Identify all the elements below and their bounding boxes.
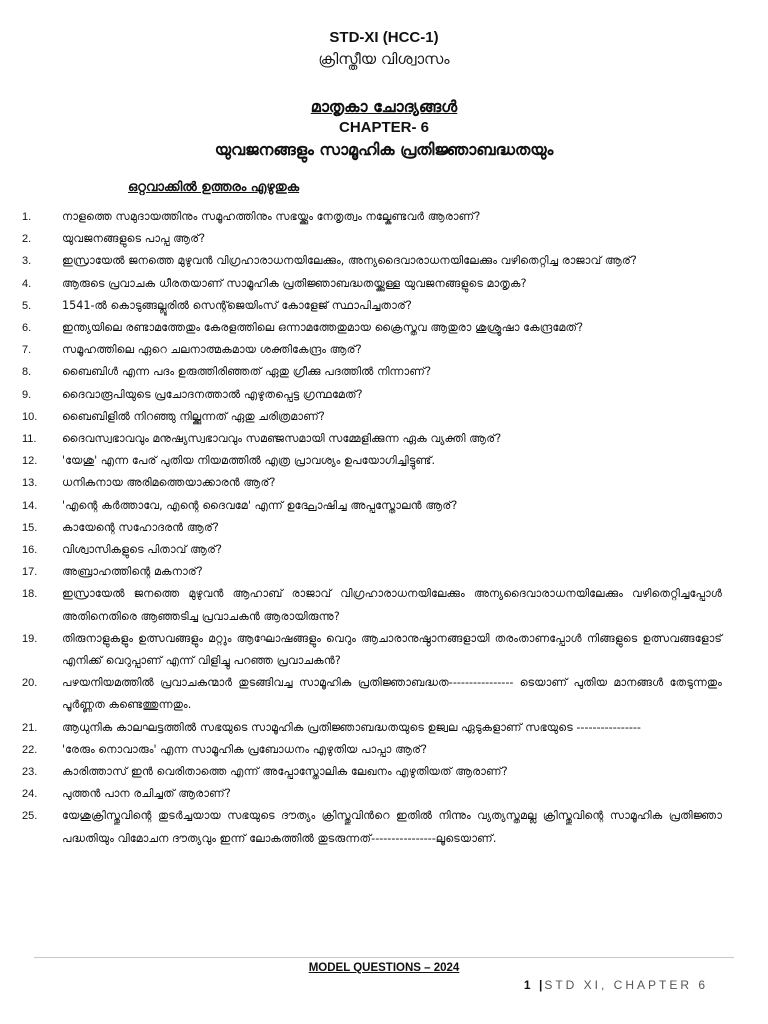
question-item xyxy=(22,384,722,406)
chapter-heading: CHAPTER- 6 xyxy=(338,119,429,136)
section-heading: ഒറ്റവാക്കിൽ ഉത്തരം എഴുതുക xyxy=(128,180,300,195)
question-text: 'എന്റെ കർത്താവേ, എന്റെ ദൈവമേ' എന്ന് ഉദ്ഘോഷിച്ച അപ്പസ്തോലൻ ആര്? xyxy=(62,498,458,512)
question-text: കാരിത്താസ് ഇൻ വെരിതാത്തെ എന്ന് അപ്പോസ്തോലിക ലേഖനം എഴുതിയത് ആരാണ്? xyxy=(62,765,508,779)
question-number: 18. xyxy=(22,588,38,601)
subject-heading: ക്രിസ്തീയ വിശ്വാസം xyxy=(318,50,450,68)
question-number: 2. xyxy=(22,233,32,246)
question-item xyxy=(22,761,722,783)
question-item xyxy=(22,339,722,361)
question-number: 6. xyxy=(22,322,32,335)
question-item xyxy=(22,273,722,295)
question-text: ബൈബിൾ എന്ന പദം ഉരുത്തിരിഞ്ഞത് ഏതു ഗ്രീക്കു പദത്തിൽ നിന്നാണ്? xyxy=(62,365,432,379)
question-text: ഇസ്രായേൽ ജനത്തെ മുഴുവൻ വിഗ്രഹാരാധനയിലേക്കും, അന്യദൈവാരാധനയിലേക്കും വഴിതെറ്റിച്ച രാജാവ് ആര്? xyxy=(62,254,637,268)
footer-separator: | xyxy=(538,978,545,992)
question-item xyxy=(22,805,722,849)
question-text: ആരുടെ പ്രവാചക ധീരതയാണ് സാമൂഹിക പ്രതിജ്ഞാബദ്ധതയ്ക്കുള്ള യുവജനങ്ങളുടെ മാതൃക? xyxy=(62,276,527,290)
question-item xyxy=(22,250,722,272)
question-item xyxy=(22,717,722,739)
question-number: 23. xyxy=(22,766,38,779)
question-item xyxy=(22,428,722,450)
question-number: 21. xyxy=(22,721,38,734)
question-text: യേശുക്രിസ്തുവിന്റെ തുടർച്ചയായ സഭയുടെ ദൗത്യം ക്രിസ്തുവിൻറെ ഇതിൽ നിന്നും വ്യത്യസ്തമല്ല ക്രിസ്തുവിന്റെ സാമൂഹിക പ്രതിജ്ഞാ പദ്ധതിയും വിമോചന ദൗത്യവും ഇന്ന് ലോകത്തിൽ തുടരുന്നത്----------------ലൂടെയാണ്. xyxy=(62,809,722,845)
question-text: ഇന്ത്യയിലെ രണ്ടാമത്തേതും കേരളത്തിലെ ഒന്നാമത്തേതുമായ ക്രൈസ്തവ ആതുരാ ശുശ്രൂഷാ കേന്ദ്രമേത്? xyxy=(62,321,584,335)
question-number: 10. xyxy=(22,410,38,423)
question-number: 3. xyxy=(22,255,32,268)
question-text: നാളത്തെ സമുദായത്തിനും സമൂഹത്തിനും സഭയ്ക്കും നേതൃത്വം നല്കേണ്ടവർ ആരാണ്? xyxy=(62,210,481,223)
question-item xyxy=(22,495,722,517)
question-number: 11. xyxy=(22,433,37,446)
question-number: 8. xyxy=(22,366,32,379)
question-number: 13. xyxy=(22,477,38,490)
question-text: 'രേരും നൊവാരും' എന്ന സാമൂഹിക പ്രബോധനം എഴുതിയ പാപ്പാ ആര്? xyxy=(62,742,427,756)
question-text: ആധുനിക കാലഘട്ടത്തിൽ സഭയുടെ സാമൂഹിക പ്രതിജ്ഞാബദ്ധതയുടെ ഉജ്വല ഏടുകളാണ് സഭയുടെ ---------------- xyxy=(62,720,641,734)
question-item xyxy=(22,228,722,250)
question-text: സമൂഹത്തിലെ ഏറെ ചലനാത്മകമായ ശക്തികേന്ദ്രം ആര്? xyxy=(62,343,362,357)
page-header xyxy=(0,28,768,162)
question-item xyxy=(22,783,722,805)
footer-divider xyxy=(34,957,734,958)
question-number: 19. xyxy=(22,632,38,645)
question-number: 4. xyxy=(22,277,32,290)
question-item xyxy=(22,517,722,539)
page-number: 1 xyxy=(523,978,533,992)
question-text: 'യേശു' എന്ന പേര് പുതിയ നിയമത്തിൽ എത്ര പ്രാവശ്യം ഉപയോഗിച്ചിട്ടുണ്ട്. xyxy=(62,454,436,468)
question-text: പഴയനിയമത്തിൽ പ്രവാചകന്മാർ തുടങ്ങിവച്ച സാമൂഹിക പ്രതിജ്ഞാബദ്ധത---------------- ടെയാണ് പുതിയ മാനങ്ങൾ തേടുന്നതും പൂർണ്ണത കണ്ടെത്തുന്നതും. xyxy=(62,676,722,712)
question-number: 25. xyxy=(22,810,38,823)
std-heading: STD-XI (HCC-1) xyxy=(329,29,439,46)
question-text: ധനികനായ അരിമത്തെയാക്കാരൻ ആര്? xyxy=(62,476,276,490)
model-questions-heading: മാതൃകാ ചോദ്യങ്ങൾ xyxy=(310,97,458,116)
question-item xyxy=(22,583,722,627)
question-item xyxy=(22,206,722,228)
question-text: ഇസ്രായേൽ ജനത്തെ മുഴുവൻ ആഹാബ് രാജാവ് വിഗ്രഹാരാധനയിലേക്കും അന്യദൈവാരാധനയിലേക്കും വഴിതെറ്റിച്ചപ്പോൾ അതിനെതിരെ ആഞ്ഞടിച്ച പ്രവാചകൻ ആരായിരുന്നു? xyxy=(62,587,722,623)
question-item xyxy=(22,672,722,716)
question-number: 12. xyxy=(22,455,38,468)
question-text: തിരുനാളുകളും ഉത്സവങ്ങളും മറ്റും ആഘോഷങ്ങളും വെറും ആചാരാനുഷ്ഠാനങ്ങളായി തരംതാണപ്പോൾ നിങ്ങളുടെ ഉത്സവങ്ങളോട് എനിക്ക് വെറുപ്പാണ് എന്ന് വിളിച്ചു പറഞ്ഞ പ്രവാചകൻ? xyxy=(62,631,722,668)
question-list xyxy=(22,206,722,850)
chapter-title: യുവജനങ്ങളും സാമൂഹിക പ്രതിജ്ഞാബദ്ധതയും xyxy=(214,140,554,159)
question-item xyxy=(22,472,722,494)
question-item xyxy=(22,450,722,472)
question-number: 5. xyxy=(22,299,32,312)
question-item xyxy=(22,539,722,561)
question-text: 1541-ൽ കൊടുങ്ങല്ലൂരിൽ സെന്റ്ജെയിംസ് കോളേജ് സ്ഥാപിച്ചതാര്? xyxy=(62,298,412,312)
question-item xyxy=(22,406,722,428)
question-number: 16. xyxy=(22,544,38,557)
question-number: 9. xyxy=(22,388,32,401)
question-item xyxy=(22,739,722,761)
question-item xyxy=(22,628,722,672)
question-number: 7. xyxy=(22,344,32,357)
question-number: 17. xyxy=(22,566,38,579)
question-text: അബ്രാഹത്തിന്റെ മകനാര്? xyxy=(62,565,203,579)
question-text: കായേന്റെ സഹോദരൻ ആര്? xyxy=(62,520,219,534)
running-title: STD XI, CHAPTER 6 xyxy=(544,978,708,992)
question-item xyxy=(22,317,722,339)
question-item xyxy=(22,561,722,583)
question-number: 22. xyxy=(22,743,38,756)
question-text: വിശ്വാസികളുടെ പിതാവ് ആര്? xyxy=(62,543,222,557)
question-text: ദൈവസ്വഭാവവും മനുഷ്യസ്വഭാവവും സമഞ്ജസമായി സമ്മേളിക്കുന്ന ഏക വ്യക്തി ആര്? xyxy=(62,432,502,446)
question-number: 14. xyxy=(22,499,38,512)
question-item xyxy=(22,361,722,383)
question-text: പുത്തൻ പാന രചിച്ചത് ആരാണ്? xyxy=(62,787,231,801)
question-number: 20. xyxy=(22,677,38,690)
question-text: യുവജനങ്ങളുടെ പാപ്പ ആര്? xyxy=(62,232,206,246)
question-number: 15. xyxy=(22,521,38,534)
question-number: 1. xyxy=(22,211,32,223)
question-text: ദൈവാരൂപിയുടെ പ്രചോദനത്താൽ എഴുതപ്പെട്ട ഗ്രന്ഥമേത്? xyxy=(62,387,363,401)
question-item xyxy=(22,295,722,317)
question-number: 24. xyxy=(22,788,38,801)
footer-title: MODEL QUESTIONS – 2024 xyxy=(308,962,460,974)
footer-page-info xyxy=(524,978,708,992)
question-text: ബൈബിളിൽ നിറഞ്ഞു നില്ക്കുന്നത് ഏതു ചരിത്രമാണ്? xyxy=(62,409,325,423)
